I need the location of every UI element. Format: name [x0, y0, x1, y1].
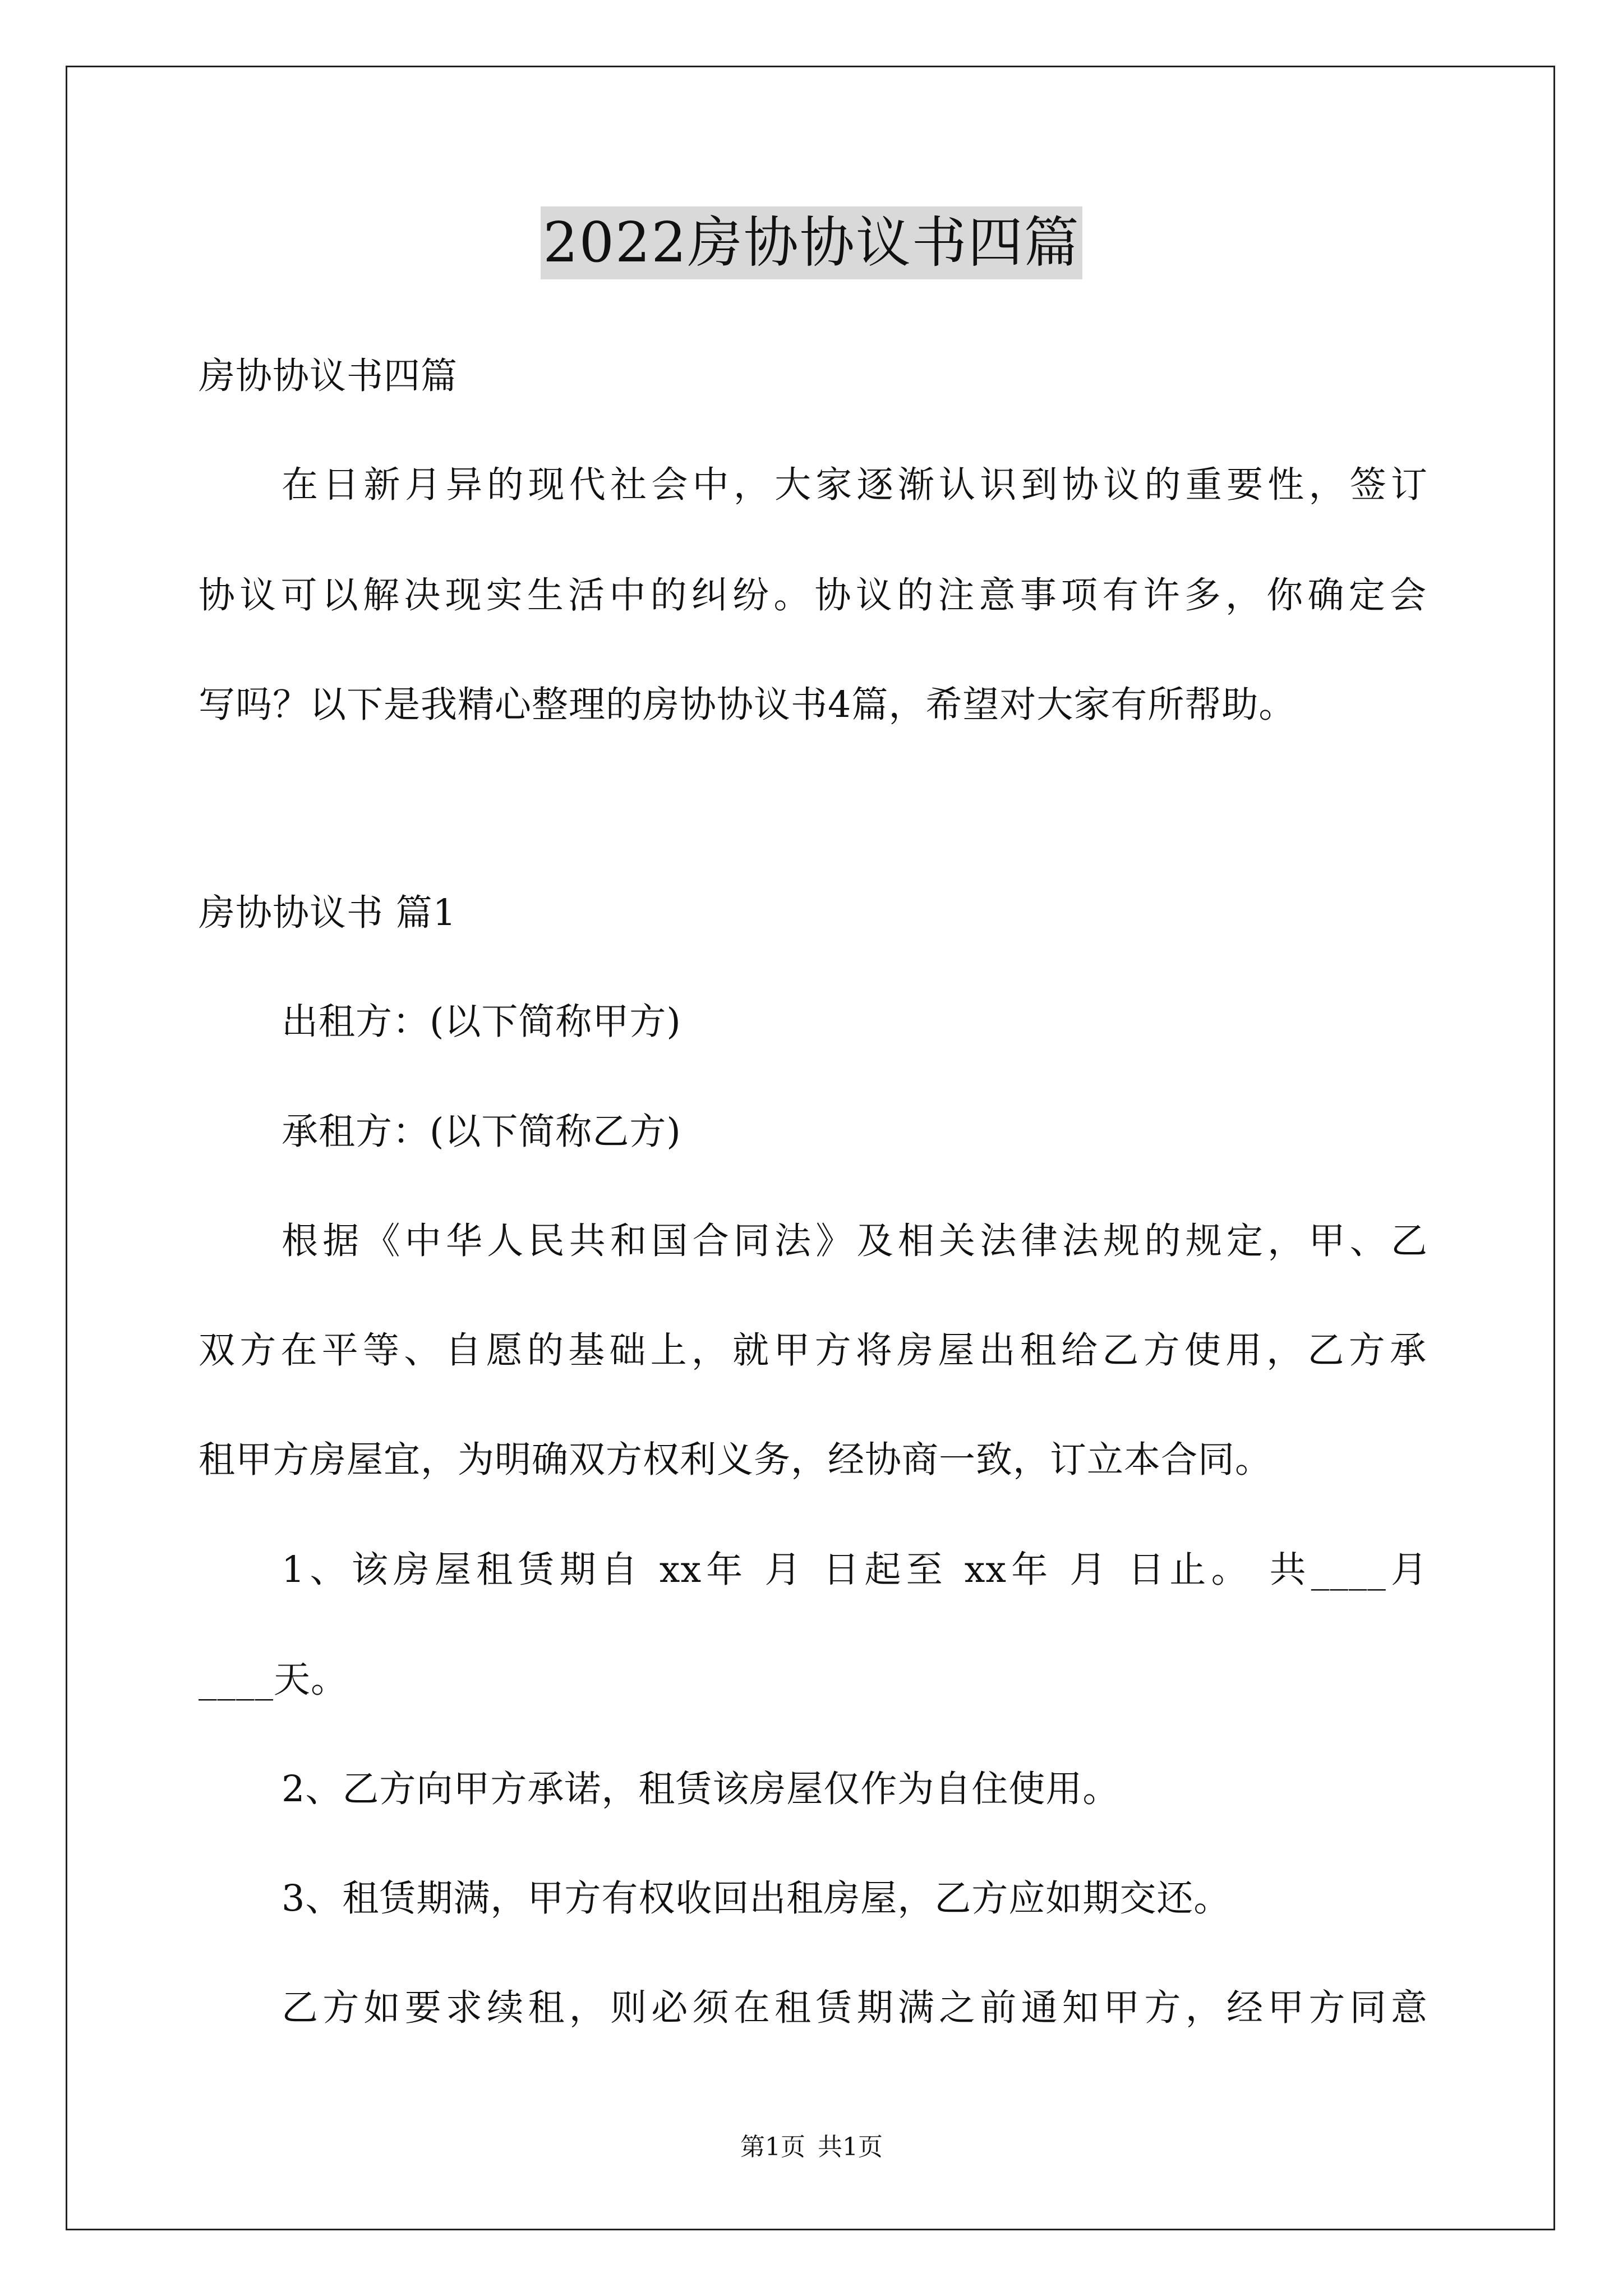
subtitle-line: 房协协议书四篇 — [199, 355, 458, 397]
page-footer: 第1页 共1页 — [740, 2133, 883, 2161]
section-heading: 房协协议书 篇1 — [199, 892, 457, 934]
body-line: 3、租赁期满，甲方有权收回出租房屋，乙方应如期交还。 — [282, 1878, 1231, 1920]
body-line: 承租方：(以下简称乙方) — [282, 1111, 681, 1153]
body-line: 出租方：(以下简称甲方) — [282, 1001, 681, 1043]
body-line: 2、乙方向甲方承诺，租赁该房屋仅作为自住使用。 — [282, 1768, 1120, 1810]
body-line: 在日新月异的现代社会中，大家逐渐认识到协议的重要性，签订 — [282, 464, 1428, 506]
body-line: 写吗？以下是我精心整理的房协协议书4篇，希望对大家有所帮助。 — [199, 684, 1296, 726]
body-line: 乙方如要求续租，则必须在租赁期满之前通知甲方，经甲方同意 — [282, 1987, 1428, 2029]
body-line: ____天。 — [199, 1659, 348, 1701]
document-title: 2022房协协议书四篇 — [541, 206, 1082, 279]
body-line: 1、该房屋租赁期自 xx年 月 日起至 xx年 月 日止。 共____月 — [282, 1549, 1428, 1591]
body-line: 协议可以解决现实生活中的纠纷。协议的注意事项有许多，你确定会 — [199, 574, 1427, 616]
body-line: 双方在平等、自愿的基础上，就甲方将房屋出租给乙方使用，乙方承 — [199, 1329, 1427, 1372]
body-line: 租甲方房屋宜，为明确双方权利义务，经协商一致，订立本合同。 — [199, 1439, 1272, 1481]
body-line: 根据《中华人民共和国合同法》及相关法律法规的规定，甲、乙 — [282, 1220, 1428, 1262]
title-container — [0, 206, 1623, 279]
